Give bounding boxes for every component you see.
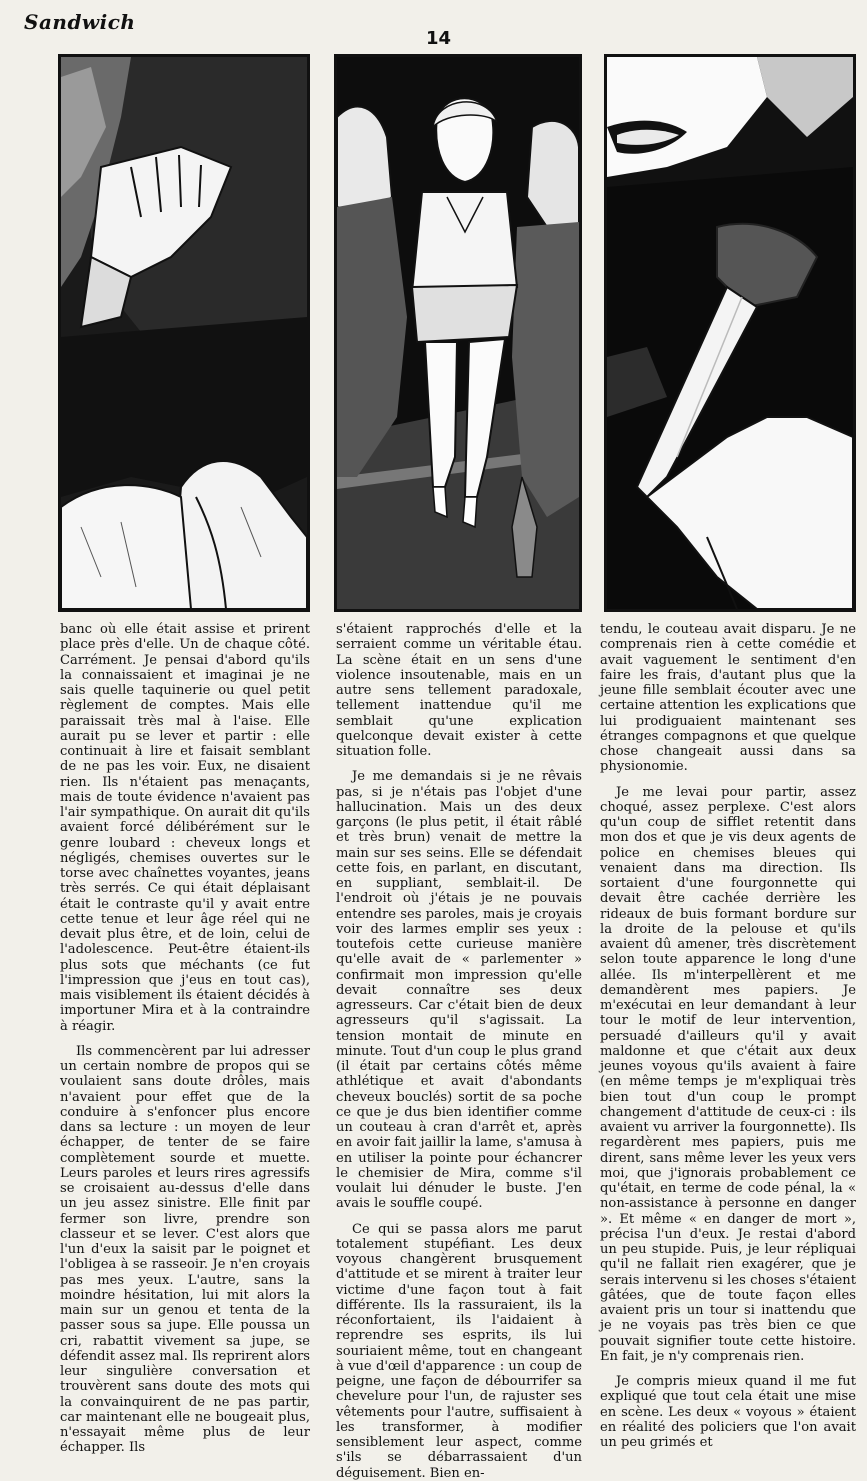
article-paragraph: Je compris mieux quand il me fut expliqué que tout cela était une mise en scène. Les deux « voyous » étaient en réalité des policiers que l'on avait un peu grimés et	[600, 1374, 856, 1450]
text-column-3	[600, 622, 856, 1450]
text-column-1	[60, 622, 310, 1456]
article-paragraph: Ils commencèrent par lui adresser un certain nombre de propos qui se voulaient sans doute drôles, mais n'avaient pour effet que de la conduire à s'enfoncer plus encore dans sa lecture : un moyen de leur échapper, de tenter de se faire complètement sourde et muette. Leurs paroles et leurs rires agressifs se croisaient au-dessus d'elle dans un jeu assez sinistre. Elle finit par fermer son livre, prendre son classeur et se lever. C'est alors que l'un d'eux la saisit par le poignet et l'obligea à se rasseoir. Je n'en croyais pas mes yeux. L'autre, sans la moindre hésitation, lui mit alors la main sur un genou et tenta de la passer sous sa jupe. Elle poussa un cri, rabattit vivement sa jupe, se défendit assez mal. Ils reprirent alors leur singulière conversation et trouvèrent sans doute des mots qui la convainquirent de ne pas partir, car maintenant elle ne bougeait plus, n'essayait même plus de leur échapper. Ils	[60, 1043, 310, 1456]
article-paragraph: Je me demandais si je ne rêvais pas, si je n'étais pas l'objet d'une hallucination. Mais un des deux garçons (le plus petit, il était râblé et très brun) venait de mettre la main sur ses seins. Elle se défendait cette fois, en parlant, en discutant, en suppliant, semblait-il. De l'endroit où j'étais je ne pouvais entendre ses paroles, mais je croyais voir des larmes emplir ses yeux : toutefois cette curieuse manière qu'elle avait de « parlementer » confirmait mon impression qu'elle devait connaître ses deux agresseurs. Car c'était bien de deux agresseurs qu'il s'agissait. La tension montait de minute en minute. Tout d'un coup le plus grand (il était par certains côtés même athlétique et avait d'abondants cheveux bouclés) sortit de sa poche ce que je dus bien identifier comme un couteau à cran d'arrêt et, après en avoir fait jaillir la lame, s'amusa à en utiliser la pointe pour échancrer le chemisier de Mira, comme s'il voulait lui dénuder le buste. J'en avais le souffle coupé.	[336, 769, 582, 1212]
panel-3-illustration	[607, 57, 853, 609]
article-paragraph: banc où elle était assise et prirent place près d'elle. Un de chaque côté. Carrément. Je pensai d'abord qu'ils la connaissaient et imaginai je ne sais quelle taquinerie ou quel petit règlement de comptes. Mais elle paraissait très mal à l'aise. Elle aurait pu se lever et partir : elle continuait à lire et faisait semblant de ne pas les voir. Eux, ne disaient rien. Ils n'étaient pas menaçants, mais de toute évidence n'avaient pas l'air sympathique. On aurait dit qu'ils avaient forcé délibérément sur le genre loubard : cheveux longs et négligés, chemises ouvertes sur le torse avec chaînettes voyantes, jeans très serrés. Ce qui était déplaisant était le contraste qu'il y avait entre cette tenue et leur âge réel qui ne devait plus être, et de loin, celui de l'adolescence. Peut-être étaient-ils plus sots que méchants (ce fut l'impression que j'eus en tout cas), mais visiblement ils étaient décidés à importuner Mira et à la contraindre à réagir.	[60, 622, 310, 1034]
panel-1-illustration	[61, 57, 307, 609]
article-paragraph: Je me levai pour partir, assez choqué, assez perplexe. C'est alors qu'un coup de sifflet retentit dans mon dos et que je vis deux agents de police en chemises bleues qui venaient dans ma direction. Ils sortaient d'une fourgonnette qui devait être cachée derrière les rideaux de buis formant bordure sur la droite de la pelouse et qu'ils avaient dû amener, très discrètement selon toute apparence le long d'une allée. Ils m'interpellèrent et me demandèrent mes papiers. Je m'exécutai en leur demandant à leur tour le motif de leur intervention, persuadé d'ailleurs qu'il y avait maldonne et que c'était aux deux jeunes voyous qu'ils avaient à faire (en même temps je m'expliquai très bien tout d'un coup le prompt changement d'attitude de ceux-ci : ils avaient vu arriver la fourgonnette). Ils regardèrent mes papiers, puis me dirent, sans même lever les yeux vers moi, que j'ignorais probablement ce qu'était, en terme de code pénal, la « non-assistance à personne en danger ». Et même « en danger de mort », précisa l'un d'eux. Je restai d'abord un peu stupide. Puis, je leur répliquai qu'il ne fallait rien exagérer, que je serais intervenu si les choses s'étaient gâtées, que de toute façon elles avaient pris un tour si inattendu que je ne voyais pas très bien ce que pouvait signifier toute cette histoire. En fait, je n'y comprenais rien.	[600, 784, 856, 1364]
comic-panel-bench-scene	[334, 54, 582, 612]
text-column-2	[336, 622, 582, 1481]
comic-panel-hand-and-legs	[58, 54, 310, 612]
article-paragraph: s'étaient rapprochés d'elle et la serraient comme un véritable étau. La scène était en un sens d'une violence insoutenable, mais en un autre sens tellement paradoxale, tellement inattendue qu'il me semblait qu'une explication quelconque devait exister à cette situation folle.	[336, 622, 582, 759]
article-paragraph: Ce qui se passa alors me parut totalement stupéfiant. Les deux voyous changèrent brusquement d'attitude et se mirent à traiter leur victime d'une façon tout à fait différente. Ils la rassuraient, ils la réconfortaient, ils l'aidaient à reprendre ses esprits, ils lui souriaient même, tout en changeant à vue d'œil d'apparence : un coup de peigne, une façon de débourrifer sa chevelure pour l'un, de rajuster ses vêtements pour l'autre, suffisaient à les transformer, à modifier sensiblement leur aspect, comme s'ils se débarrassaient d'un déguisement. Bien en-	[336, 1221, 582, 1481]
comic-panel-knife	[604, 54, 856, 612]
article-paragraph: tendu, le couteau avait disparu. Je ne comprenais rien à cette comédie et avait vaguement le sentiment d'en faire les frais, d'autant plus que la jeune fille semblait écouter avec une certaine attention les explications que lui prodiguaient maintenant ses étranges compagnons et que quelque chose changeait aussi dans sa physionomie.	[600, 622, 856, 775]
page-number: 14	[426, 28, 452, 49]
panel-2-illustration	[337, 57, 579, 609]
magazine-title: Sandwich	[24, 10, 136, 34]
